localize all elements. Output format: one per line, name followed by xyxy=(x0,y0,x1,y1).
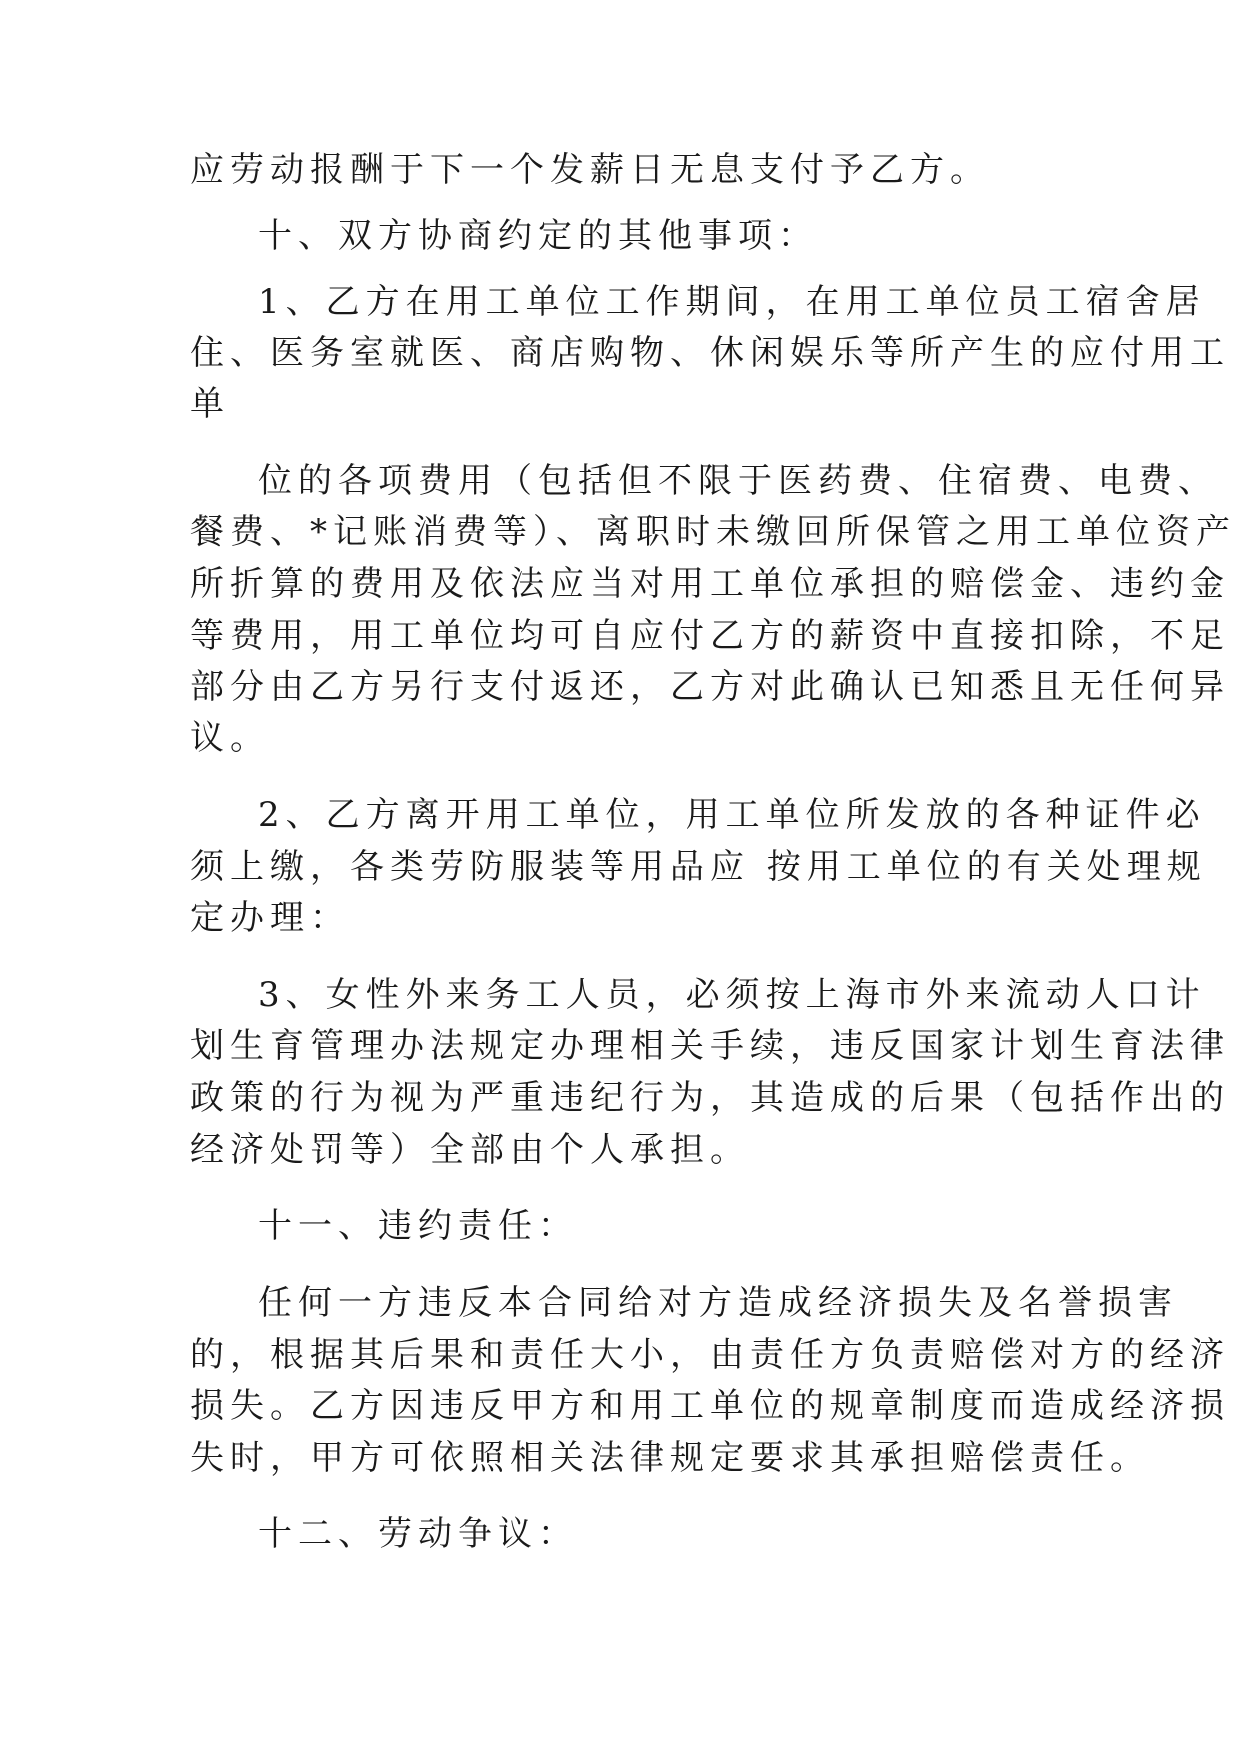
text-line: 划生育管理办法规定办理相关手续，违反国家计划生育法律 xyxy=(190,1026,1230,1066)
text-line: 损失。乙方因违反甲方和用工单位的规章制度而造成经济损 xyxy=(190,1386,1230,1426)
text-line: 经济处罚等）全部由个人承担。 xyxy=(190,1130,750,1170)
section-heading: 十二、劳动争议： xyxy=(258,1514,578,1554)
text-line: 部分由乙方另行支付返还，乙方对此确认已知悉且无任何异 xyxy=(190,667,1230,707)
text-line: 3、女性外来务工人员，必须按上海市外来流动人口计 xyxy=(258,975,1206,1015)
text-line: 的，根据其后果和责任大小，由责任方负责赔偿对方的经济 xyxy=(190,1335,1230,1375)
text-line: 政策的行为视为严重违纪行为，其造成的后果（包括作出的 xyxy=(190,1078,1230,1118)
text-line: 议。 xyxy=(190,718,270,758)
text-line: 单 xyxy=(190,384,230,424)
text-line: 定办理： xyxy=(190,898,350,938)
section-heading: 十一、违约责任： xyxy=(258,1206,578,1246)
text-line: 失时，甲方可依照相关法律规定要求其承担赔偿责任。 xyxy=(190,1438,1150,1478)
text-line: 住、医务室就医、商店购物、休闲娱乐等所产生的应付用工 xyxy=(190,333,1230,373)
text-line: 应劳动报酬于下一个发薪日无息支付予乙方。 xyxy=(190,150,990,190)
text-line: 餐费、*记账消费等）、离职时未缴回所保管之用工单位资产 xyxy=(190,512,1236,552)
text-line: 等费用，用工单位均可自应付乙方的薪资中直接扣除，不足 xyxy=(190,616,1230,656)
text-line: 1、乙方在用工单位工作期间，在用工单位员工宿舍居 xyxy=(258,282,1206,322)
text-line: 位的各项费用（包括但不限于医药费、住宿费、电费、 xyxy=(258,461,1218,501)
text-line: 所折算的费用及依法应当对用工单位承担的赔偿金、违约金 xyxy=(190,564,1230,604)
section-heading: 十、双方协商约定的其他事项： xyxy=(258,216,818,256)
text-line: 任何一方违反本合同给对方造成经济损失及名誉损害 xyxy=(258,1283,1178,1323)
text-line: 须上缴，各类劳防服装等用品应 按用工单位的有关处理规 xyxy=(190,847,1207,887)
text-line: 2、乙方离开用工单位，用工单位所发放的各种证件必 xyxy=(258,795,1206,835)
